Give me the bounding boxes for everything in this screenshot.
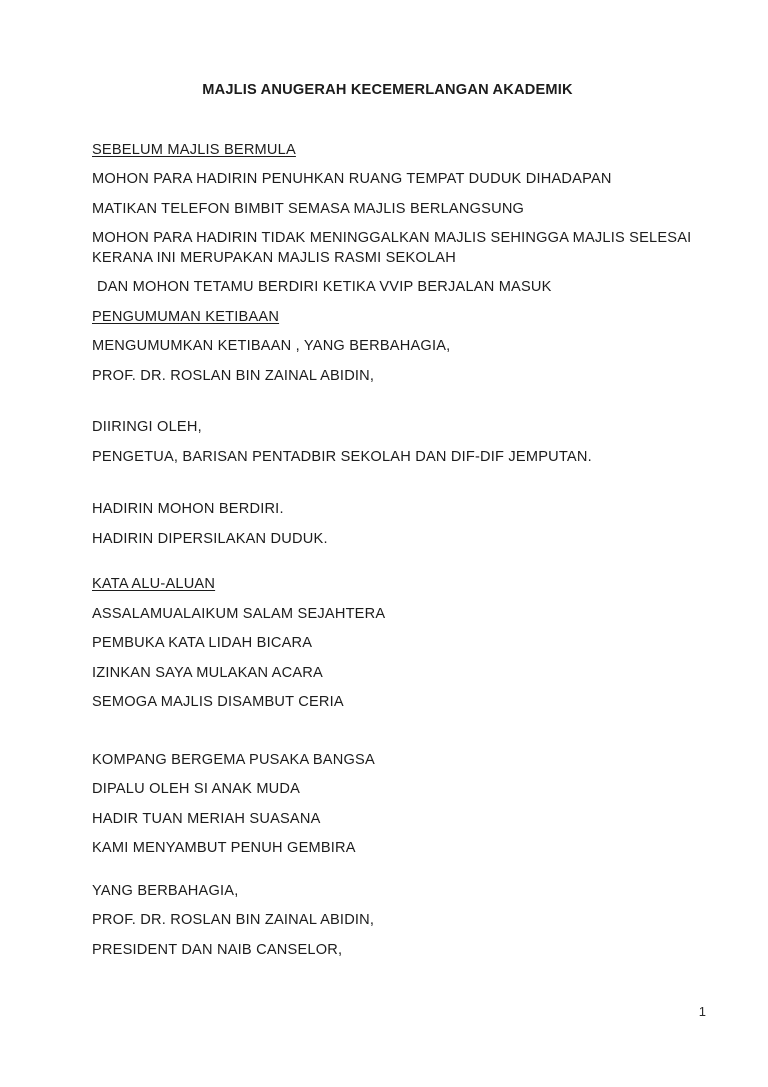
doc-line: PROF. DR. ROSLAN BIN ZAINAL ABIDIN,	[92, 367, 375, 384]
spacer	[92, 559, 683, 575]
doc-line: DIIRINGI OLEH,	[92, 419, 202, 435]
doc-line: DIPALU OLEH SI ANAK MUDA	[92, 781, 301, 797]
doc-line: KERANA INI MERUPAKAN MAJLIS RASMI SEKOLAH	[92, 249, 456, 266]
doc-line: IZINKAN SAYA MULAKAN ACARA	[92, 664, 323, 681]
doc-line: ASSALAMUALAIKUM SALAM SEJAHTERA	[92, 605, 386, 622]
doc-line: MOHON PARA HADIRIN TIDAK MENINGGALKAN MAJLIS SEHINGGA MAJLIS SELESAI	[92, 230, 692, 246]
page-number: 1	[698, 1004, 706, 1019]
doc-line: PROF. DR. ROSLAN BIN ZAINAL ABIDIN,	[92, 912, 375, 928]
section-heading-pengumuman-ketibaan: PENGUMUMAN KETIBAAN	[92, 308, 280, 325]
doc-title: MAJLIS ANUGERAH KECEMERLANGAN AKADEMIK	[202, 82, 573, 98]
doc-line: PENGETUA, BARISAN PENTADBIR SEKOLAH DAN DIF-DIF JEMPUTAN.	[92, 448, 592, 465]
doc-line: PEMBUKA KATA LIDAH BICARA	[92, 635, 313, 651]
spacer	[92, 111, 683, 141]
doc-line: SEMOGA MAJLIS DISAMBUT CERIA	[92, 694, 344, 710]
doc-line: KAMI MENYAMBUT PENUH GEMBIRA	[92, 840, 356, 856]
section-heading-kata-alu-aluan: KATA ALU-ALUAN	[92, 576, 216, 592]
spacer	[92, 723, 683, 751]
doc-line: HADIRIN DIPERSILAKAN DUDUK.	[92, 530, 328, 547]
doc-line: YANG BERBAHAGIA,	[92, 882, 239, 899]
doc-line: MOHON PARA HADIRIN PENUHKAN RUANG TEMPAT DUDUK DIHADAPAN	[92, 171, 612, 187]
doc-line: DAN MOHON TETAMU BERDIRI KETIKA VVIP BERJALAN MASUK	[97, 279, 552, 295]
doc-line: HADIR TUAN MERIAH SUASANA	[92, 810, 321, 827]
spacer	[92, 869, 683, 882]
spacer	[92, 477, 683, 500]
spacer	[92, 396, 683, 418]
doc-line: MATIKAN TELEFON BIMBIT SEMASA MAJLIS BERLANGSUNG	[92, 200, 525, 217]
section-heading-sebelum-majlis-bermula: SEBELUM MAJLIS BERMULA	[92, 141, 296, 158]
doc-line: KOMPANG BERGEMA PUSAKA BANGSA	[92, 751, 375, 768]
doc-line: MENGUMUMKAN KETIBAAN , YANG BERBAHAGIA,	[92, 338, 451, 354]
doc-line: HADIRIN MOHON BERDIRI.	[92, 501, 284, 517]
doc-line: PRESIDENT DAN NAIB CANSELOR,	[92, 941, 343, 958]
